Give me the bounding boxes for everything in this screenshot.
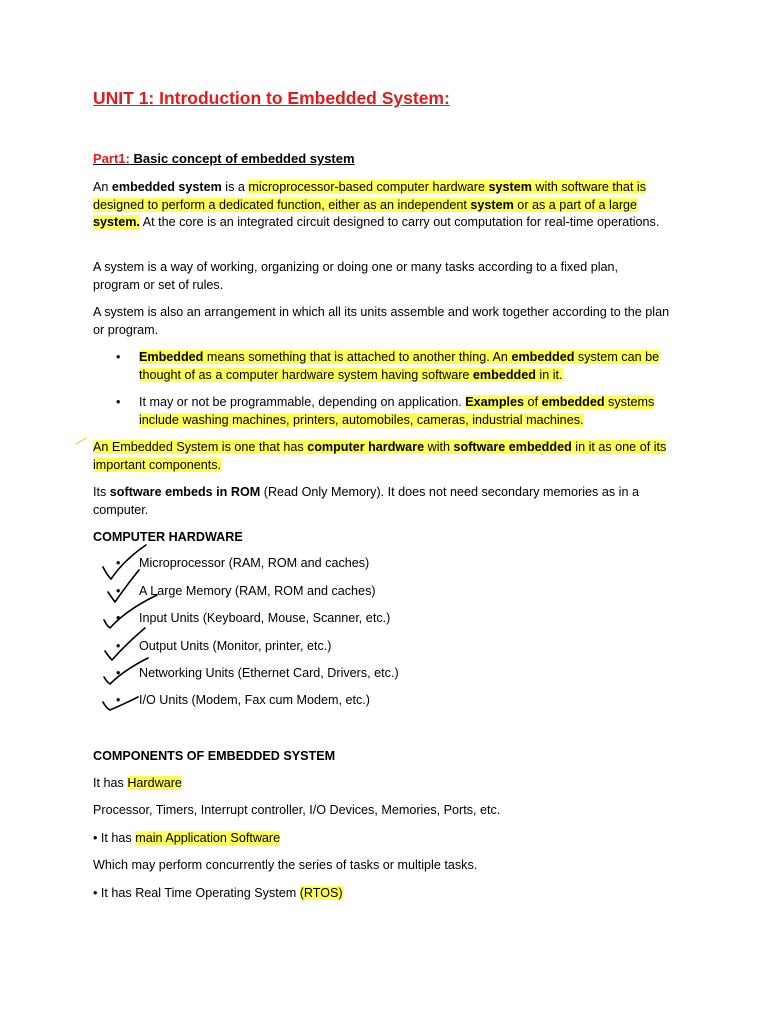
hardware-heading: COMPUTER HARDWARE [93,530,243,544]
margin-mark-icon [76,438,86,444]
bullet-marker: • [116,639,121,653]
bullet-marker: • [116,611,121,625]
unit-title: UNIT 1: Introduction to Embedded System: [93,88,450,108]
component-rtos: • It has Real Time Operating System (RTOS) [93,886,343,900]
checkmark-icon [104,658,148,684]
bullet-embedded-meaning: Embedded means something that is attached to another thing. An embedded system can be thought of as a computer hardware system having software embedded in it. [139,350,660,382]
bullet-marker: • [116,666,121,680]
bullet-programmable: It may or not be programmable, depending on application. Examples of embedded systems include washing machines, printers, automobiles, cameras, industrial machines. [139,395,655,427]
bullet-marker: • [116,395,121,409]
hardware-item: I/O Units (Modem, Fax cum Modem, etc.) [139,693,370,707]
hardware-item: Input Units (Keyboard, Mouse, Scanner, etc.) [139,611,391,625]
checkmark-icon [103,697,138,710]
hardware-item: Output Units (Monitor, printer, etc.) [139,639,332,653]
components-heading: COMPONENTS OF EMBEDDED SYSTEM [93,749,336,763]
rom-paragraph: Its software embeds in ROM (Read Only Memory). It does not need secondary memories as in a computer. [93,485,639,517]
part1-text: Basic concept of embedded system [133,151,355,166]
bullet-marker: • [116,556,121,570]
embedded-system-definition: An Embedded System is one that has computer hardware with software embedded in it as one of its important components. [93,440,667,472]
system-arrangement-paragraph: A system is also an arrangement in which all its units assemble and work together according to the plan or program. [93,305,670,337]
system-definition-paragraph: A system is a way of working, organizing or doing one or many tasks according to a fixed plan, program or set of rules. [93,260,619,292]
component-software: • It has main Application Software [93,831,281,845]
bullet-marker: • [116,350,121,364]
hardware-item: A Large Memory (RAM, ROM and caches) [139,584,376,598]
checkmark-icon [104,595,157,628]
checkmark-icon [103,545,146,579]
component-software-desc: Which may perform concurrently the series of tasks or multiple tasks. [93,858,478,872]
bullet-marker: • [116,584,121,598]
component-hardware-desc: Processor, Timers, Interrupt controller, I/O Devices, Memories, Ports, etc. [93,803,501,817]
hardware-item: Microprocessor (RAM, ROM and caches) [139,556,370,570]
checkmark-icon [105,628,145,660]
checkmark-icon [108,570,139,602]
bullet-marker: • [116,693,121,707]
part1-label: Part1: [93,151,130,166]
hardware-item: Networking Units (Ethernet Card, Drivers, etc.) [139,666,399,680]
intro-paragraph: An embedded system is a microprocessor-based computer hardware system with software that is designed to perform a dedicated function, either as an independent system or as a part of a large system. At the core is an integrated circuit designed to carry out computation for real-time operations. [93,180,660,229]
component-hardware: It has Hardware [93,776,182,790]
